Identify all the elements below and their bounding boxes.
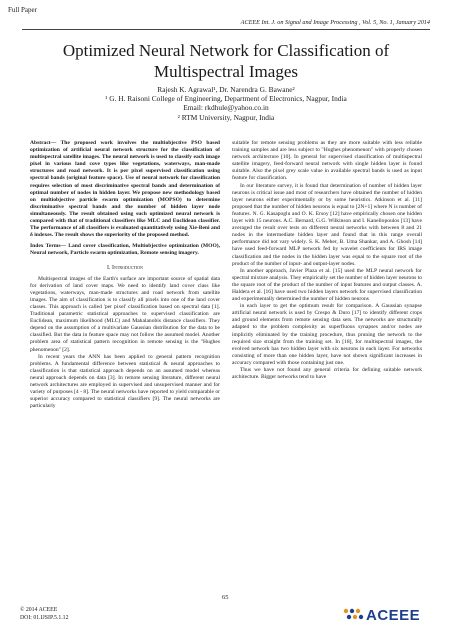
affiliation-2: ² RTM University, Nagpur, India bbox=[177, 112, 275, 122]
title-line-1: Optimized Neural Network for Classification of bbox=[62, 41, 390, 60]
body-paragraph: In another approach, Javier Plaza et al. [15] used the MLP neural network for spectral mixture analysis. They empirically set the number of hidden layer neurons to the square root of the product of the number of input features and output classes. A. Haldera et al. [16] have used two hidden layers network for supervised classification and experimentally determined the number of hidden neurons bbox=[232, 267, 422, 303]
paper-title bbox=[40, 40, 412, 82]
right-column bbox=[232, 140, 422, 381]
copyright-text: © 2014 ACEEE bbox=[20, 607, 58, 613]
body-paragraph: in each layer to get the optimum result for comparison. A Gaussian synapse artificial neural network is used by Crespo & Duro [17] to identify different crops and ground elements from remote sensing data sets. The networks are structurally adapted to the problem complexity as superfluous synapses and/or nodes are implicitly eliminated by the training procedure, thus pruning the network to the required size straight from the training set. In [18], for multispectral images, the evolved network has two hidden layer with six neurons in each layer. For networks consisting of more than one hidden layer, have not shown significant increases in accuracy compared with those containing just one. bbox=[232, 303, 422, 366]
body-paragraph: In recent years the ANN has been applied to general pattern recognition problems. A fundamental difference between statistical & neural approaches to classification is that statistical approach depends on an assumed model whereas neural approach depends on data [3]. In remote sensing literature, different neural network architectures are employed in supervised and unsupervised manner and for variety of purposes [4 - 8]. The neural networks have reported to yield comparable or superior accuracy compared to statistical classifiers [9]. The neural networks are particularly bbox=[30, 353, 220, 410]
aceee-logo bbox=[340, 604, 440, 626]
index-terms: Index Terms— Land cover classification, Multiobjective optimization (MOO), Neural network, Particle swarm optimization, Remote sensing imagery. bbox=[30, 243, 220, 257]
full-paper-label: Full Paper bbox=[8, 6, 37, 14]
body-paragraph: suitable for remote sensing problems as they are more suitable with less reliable training samples and are less subject to "Hughes phenomenon" with properly chosen network architecture [10]. In general for supervised classification of multispectral satellite imagery, feed-forward neural network with single hidden layer is found suitable. Also the pixel grey scale value in available spectral bands is used as input feature for classification. bbox=[232, 140, 422, 182]
body-paragraph: In our literature survey, it is found that determination of number of hidden layer neurons is critical issue and most of researchers have obtained the number of hidden layer neurons either experimentally or by some heuristics. Atkinson et al. [11] proposed that the number of hidden neurons is equal to [2N+1] where N is number of features. N. G. Kasapoglu and O. K. Ersoy [12] have empirically chosen one hidden layer with 15 neurons. A.C. Bernard, G.G. Wilkinson and I. Kanellopoulos [13] have averaged the result over tests on different neural networks with between 8 and 21 nodes in the intermediate hidden layer and found that in this range overall performance did not vary widely. S. K. Meher, B. Uma Shankar, and A. Ghosh [14] have used feed-forward MLP network fed by wavelet coefficients for IRS image classification and the nodes in the hidden layer was equal to the square root of the product of the number of input- and output-layer nodes. bbox=[232, 182, 422, 267]
header-rule bbox=[22, 29, 430, 30]
doi-text: DOI: 01.IJSIP.5.1.12 bbox=[20, 614, 69, 621]
body-paragraph: Multispectral images of the Earth's surface are important source of spatial data for derivation of land cover maps. We need to identify land cover class like vegetations, waterways, man-made structures and road network from satellite images. The aim of classification is to classify all pixels into one of the land cover classes. This approach is called 'per pixel' classification based on spectral data [1]. Traditional parametric statistical approaches to supervised classification are Euclidean, maximum likelihood (MLC) and Mahalanobis distance classifiers. They depend on the assumption of a multivariate Gaussian distribution for the data to be classified. But the data in feature space may not follow the assumed model. Another problem area of statistical pattern recognition in remote sensing is the "Hughes phenomenon" [2]. bbox=[30, 275, 220, 353]
left-column bbox=[30, 140, 220, 410]
logo-mark-icon bbox=[342, 607, 364, 623]
author-block bbox=[30, 85, 422, 122]
title-line-2: Multispectral Images bbox=[154, 62, 298, 81]
footer-copyright bbox=[20, 607, 68, 622]
logo-text: ACEEE bbox=[366, 607, 421, 624]
body-paragraph: Thus we have not found any general criteria for defining suitable network architecture. Bigger networks tend to have bbox=[232, 367, 422, 381]
abstract: Abstract— The proposed work involves the multiobjective PSO based optimization of artificial neural network structure for the classification of multispectral satellite images. The neural network is used to classify each image pixel in various land cove types like vegetations, waterways, man-made structures and road network. It is per pixel supervised classification using spectral bands (original feature space). Use of neural network for classification requires selection of most discriminative spectral bands and determination of optimal number of nodes in hidden layer. We propose new methodology based on multiobjective particle swarm optimization (MOPSO) to determine discriminative spectral bands and the number of hidden layer node simultaneously. The result obtained using such optimized neural network is compared with that of traditional classifiers like MLC and Euclidean classifier. The performance of all classifiers is evaluated quantitatively using Xie-Beni and δ indexes. The result shows the superiority of the proposed method. bbox=[30, 140, 220, 239]
journal-header: ACEEE Int. J. on Signal and Image Processing , Vol. 5, No. 1, January 2014 bbox=[240, 19, 430, 26]
page-number: 65 bbox=[222, 594, 229, 601]
author-names: Rajesh K. Agrawal¹, Dr. Narendra G. Bawane² bbox=[157, 85, 295, 94]
affiliation-1: ¹ G. H. Raisoni College of Engineering, Department of Electronics, Nagpur, India bbox=[105, 94, 347, 104]
author-email: Email: rkdhule@yahoo.co.in bbox=[183, 103, 269, 113]
section-heading-introduction: I. Introduction bbox=[107, 264, 143, 271]
